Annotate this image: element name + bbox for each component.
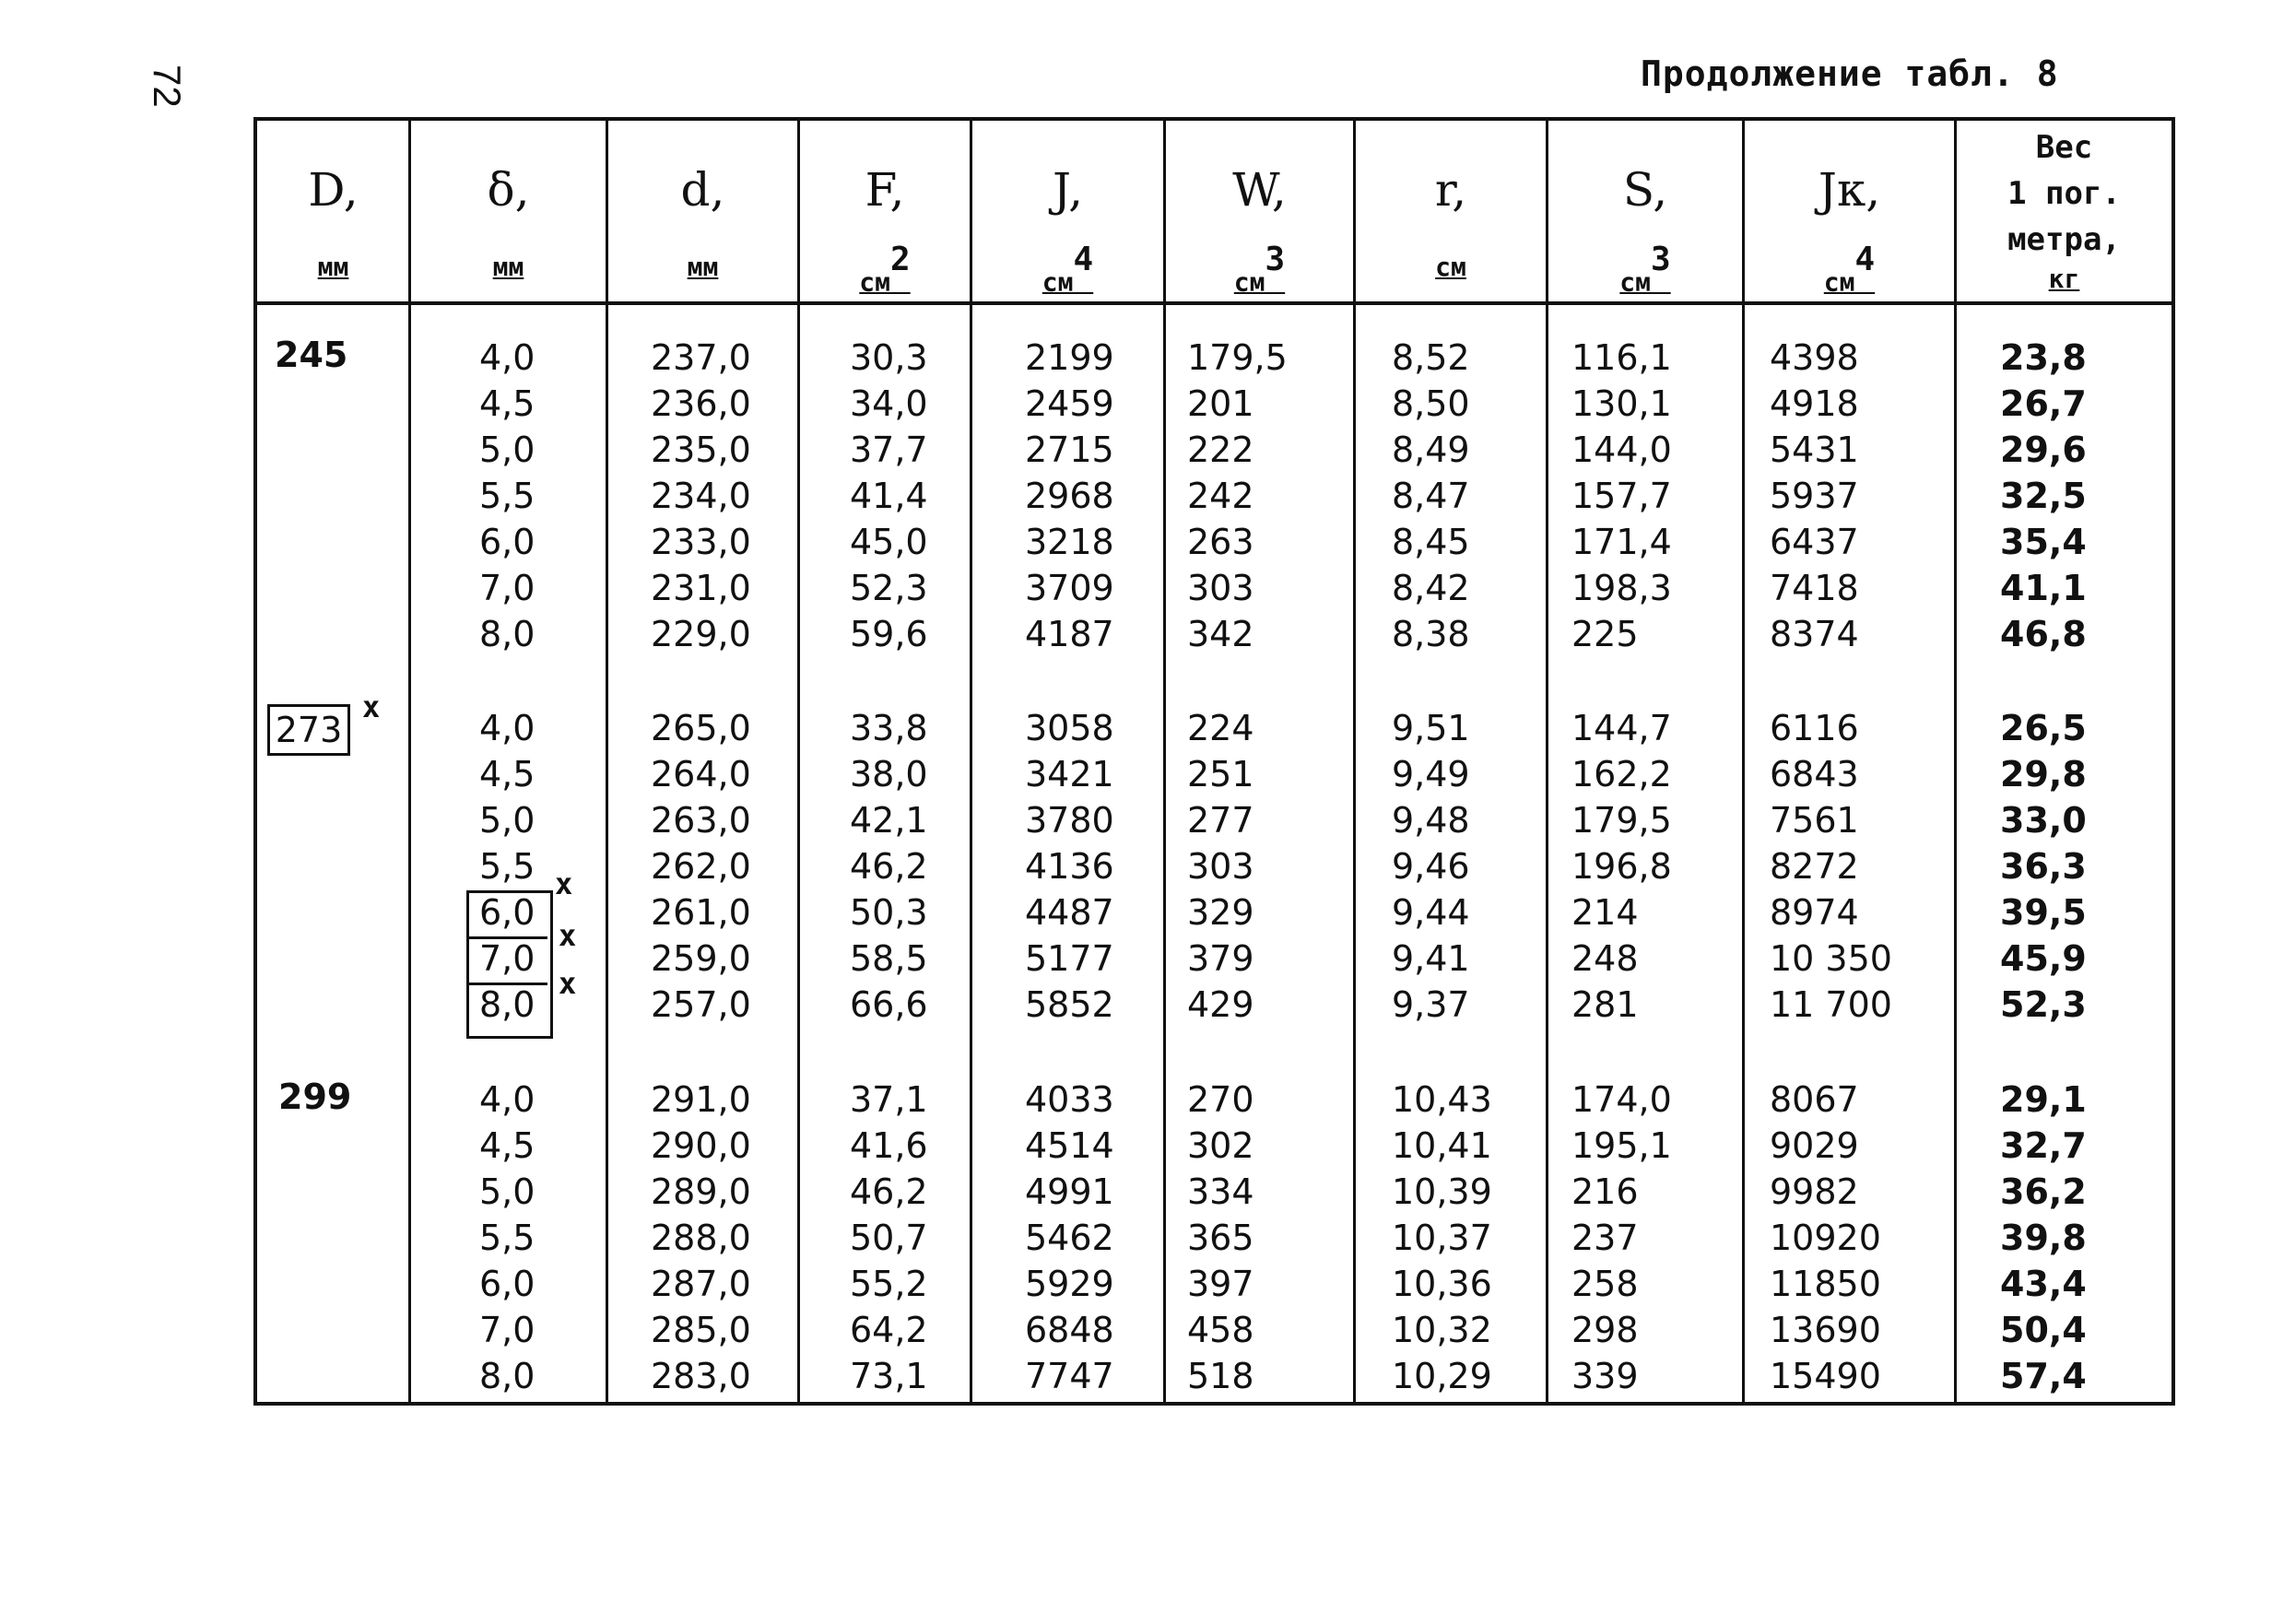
J-cell: 3780 [1025,800,1114,841]
d-cell: 234,0 [651,476,751,516]
J-cell: 4187 [1025,614,1114,654]
r-cell: 10,32 [1392,1310,1492,1350]
d-cell: 290,0 [651,1125,751,1166]
Jk-cell: 15490 [1770,1356,1881,1396]
col-separator [797,117,800,1406]
S-cell: 196,8 [1571,846,1672,887]
Jk-cell: 10 350 [1770,938,1892,979]
S-cell: 174,0 [1571,1079,1672,1120]
col-separator [1546,117,1548,1406]
header-unit: мм [492,252,524,282]
delta-cell: 5,5 [479,846,536,887]
W-cell: 458 [1187,1310,1254,1350]
header-d [608,124,797,300]
delta-mark: x [555,866,573,901]
r-cell: 10,36 [1392,1264,1492,1304]
J-cell: 2715 [1025,430,1114,470]
r-cell: 8,38 [1392,614,1470,654]
S-cell: 248 [1571,938,1639,979]
r-cell: 8,52 [1392,337,1470,378]
col-separator [1163,117,1166,1406]
r-cell: 10,29 [1392,1356,1492,1396]
Jk-cell: 4918 [1770,383,1859,424]
weight-cell: 26,7 [2000,383,2087,424]
col-separator [1353,117,1356,1406]
W-cell: 222 [1187,430,1254,470]
S-cell: 216 [1571,1171,1639,1212]
weight-cell: 41,1 [2000,568,2087,608]
delta-cell: 5,0 [479,430,536,470]
Jk-cell: 11850 [1770,1264,1881,1304]
F-cell: 34,0 [850,383,928,424]
header-symbol: D, [308,163,359,217]
J-cell: 6848 [1025,1310,1114,1350]
header-unit-power: 4 [1073,241,1094,278]
Jk-cell: 5937 [1770,476,1859,516]
delta-cell: 4,5 [479,754,536,794]
weight-cell: 46,8 [2000,614,2087,654]
W-cell: 263 [1187,522,1254,562]
W-cell: 342 [1187,614,1254,654]
S-cell: 298 [1571,1310,1639,1350]
Jk-cell: 6843 [1770,754,1859,794]
d-cell: 262,0 [651,846,751,887]
header-weight-line1: Вес [2035,129,2093,166]
header-weight-line3: метра, [2007,221,2121,258]
J-cell: 5177 [1025,938,1114,979]
W-cell: 429 [1187,984,1254,1025]
header-symbol: F, [865,163,905,217]
header-symbol: d, [680,163,725,217]
J-cell: 4514 [1025,1125,1114,1166]
W-cell: 251 [1187,754,1254,794]
F-cell: 59,6 [850,614,928,654]
weight-cell: 50,4 [2000,1310,2087,1350]
F-cell: 58,5 [850,938,928,979]
J-cell: 3218 [1025,522,1114,562]
d-cell: 233,0 [651,522,751,562]
page-number: 72 [146,65,189,108]
S-cell: 198,3 [1571,568,1672,608]
r-cell: 9,37 [1392,984,1470,1025]
Jk-cell: 8374 [1770,614,1859,654]
J-cell: 2459 [1025,383,1114,424]
col-separator [408,117,411,1406]
J-cell: 2968 [1025,476,1114,516]
S-cell: 214 [1571,892,1639,933]
Jk-cell: 11 700 [1770,984,1892,1025]
r-cell: 8,50 [1392,383,1470,424]
d-cell: 261,0 [651,892,751,933]
F-cell: 50,7 [850,1218,928,1258]
delta-cell: 7,0 [479,938,536,979]
header-symbol: J, [1052,163,1083,217]
d-cell: 231,0 [651,568,751,608]
F-cell: 73,1 [850,1356,928,1396]
weight-cell: 26,5 [2000,708,2087,748]
weight-cell: 29,6 [2000,430,2087,470]
W-cell: 277 [1187,800,1254,841]
header-S [1548,124,1742,300]
r-cell: 10,41 [1392,1125,1492,1166]
delta-cell: 7,0 [479,568,536,608]
J-cell: 4991 [1025,1171,1114,1212]
Jk-cell: 5431 [1770,430,1859,470]
Jk-cell: 8974 [1770,892,1859,933]
header-symbol: r, [1434,163,1467,217]
Jk-cell: 13690 [1770,1310,1881,1350]
S-cell: 281 [1571,984,1639,1025]
delta-cell: 4,0 [479,337,536,378]
D-value-273: 273 [267,704,350,756]
d-cell: 265,0 [651,708,751,748]
J-cell: 3709 [1025,568,1114,608]
d-cell: 263,0 [651,800,751,841]
J-cell: 4487 [1025,892,1114,933]
W-cell: 224 [1187,708,1254,748]
delta-cell: 8,0 [479,614,536,654]
Jk-cell: 8067 [1770,1079,1859,1120]
header-J [972,124,1163,300]
J-cell: 3421 [1025,754,1114,794]
delta-cell: 6,0 [479,1264,536,1304]
delta-cell: 4,0 [479,1079,536,1120]
F-cell: 42,1 [850,800,928,841]
weight-cell: 36,2 [2000,1171,2087,1212]
F-cell: 50,3 [850,892,928,933]
d-cell: 237,0 [651,337,751,378]
header-unit: см [1619,266,1652,298]
S-cell: 179,5 [1571,800,1672,841]
header-unit: мм [687,252,719,282]
S-cell: 130,1 [1571,383,1672,424]
weight-cell: 33,0 [2000,800,2087,841]
header-D [258,124,408,300]
F-cell: 45,0 [850,522,928,562]
delta-cell: 5,0 [479,1171,536,1212]
r-cell: 9,44 [1392,892,1470,933]
F-cell: 33,8 [850,708,928,748]
r-cell: 9,41 [1392,938,1470,979]
Jk-cell: 7561 [1770,800,1859,841]
Jk-cell: 8272 [1770,846,1859,887]
d-cell: 285,0 [651,1310,751,1350]
W-cell: 379 [1187,938,1254,979]
J-cell: 5852 [1025,984,1114,1025]
delta-cell: 6,0 [479,522,536,562]
header-unit-power: 4 [1854,241,1876,278]
weight-cell: 45,9 [2000,938,2087,979]
F-cell: 52,3 [850,568,928,608]
r-cell: 9,49 [1392,754,1470,794]
F-cell: 55,2 [850,1264,928,1304]
D-value-245: 245 [275,335,348,375]
F-cell: 41,4 [850,476,928,516]
W-cell: 242 [1187,476,1254,516]
W-cell: 201 [1187,383,1254,424]
W-cell: 303 [1187,568,1254,608]
W-cell: 397 [1187,1264,1254,1304]
Jk-cell: 6437 [1770,522,1859,562]
delta-cell: 8,0 [479,1356,536,1396]
W-cell: 329 [1187,892,1254,933]
delta-cell: 4,5 [479,383,536,424]
delta-cell: 7,0 [479,1310,536,1350]
delta-cell: 6,0 [479,892,536,933]
weight-cell: 52,3 [2000,984,2087,1025]
header-unit: см [859,266,891,298]
delta-cell: 4,0 [479,708,536,748]
r-cell: 10,37 [1392,1218,1492,1258]
r-cell: 8,45 [1392,522,1470,562]
delta-cell: 4,5 [479,1125,536,1166]
weight-cell: 29,1 [2000,1079,2087,1120]
d-cell: 229,0 [651,614,751,654]
d-cell: 235,0 [651,430,751,470]
header-unit-power: 2 [890,241,911,278]
header-unit-power: 3 [1651,241,1671,278]
delta-cell: 8,0 [479,984,536,1025]
weight-cell: 43,4 [2000,1264,2087,1304]
d-cell: 264,0 [651,754,751,794]
table-caption: Продолжение табл. 8 [1641,53,2059,94]
weight-cell: 23,8 [2000,337,2087,378]
J-cell: 2199 [1025,337,1114,378]
S-cell: 195,1 [1571,1125,1672,1166]
J-cell: 3058 [1025,708,1114,748]
S-cell: 116,1 [1571,337,1672,378]
header-weight [1957,124,2171,300]
weight-cell: 32,5 [2000,476,2087,516]
header-unit: см [1233,266,1265,298]
header-unit: кг [2048,264,2080,294]
delta-cell: 5,5 [479,1218,536,1258]
header-unit: см [1823,266,1855,298]
F-cell: 46,2 [850,1171,928,1212]
delta-cell: 5,0 [479,800,536,841]
r-cell: 8,49 [1392,430,1470,470]
S-cell: 162,2 [1571,754,1672,794]
delta-mark: x [559,966,577,1001]
Jk-cell: 9982 [1770,1171,1859,1212]
Jk-cell: 4398 [1770,337,1859,378]
S-cell: 144,7 [1571,708,1672,748]
S-cell: 258 [1571,1264,1639,1304]
header-unit: см [1042,266,1074,298]
weight-cell: 57,4 [2000,1356,2087,1396]
weight-cell: 29,8 [2000,754,2087,794]
d-cell: 283,0 [651,1356,751,1396]
header-r [1356,124,1546,300]
S-cell: 144,0 [1571,430,1672,470]
S-cell: 157,7 [1571,476,1672,516]
header-unit: см [1435,252,1466,282]
W-cell: 270 [1187,1079,1254,1120]
delta-mark: x [559,918,577,953]
Jk-cell: 10920 [1770,1218,1881,1258]
W-cell: 179,5 [1187,337,1288,378]
D-value-299: 299 [278,1077,352,1117]
J-cell: 7747 [1025,1356,1114,1396]
header-Jk [1745,124,1954,300]
weight-cell: 36,3 [2000,846,2087,887]
col-separator [970,117,972,1406]
W-cell: 518 [1187,1356,1254,1396]
D-mark: x [362,689,381,724]
col-separator [1742,117,1745,1406]
F-cell: 66,6 [850,984,928,1025]
d-cell: 259,0 [651,938,751,979]
r-cell: 10,43 [1392,1079,1492,1120]
d-cell: 287,0 [651,1264,751,1304]
header-symbol: δ, [487,163,530,217]
d-cell: 291,0 [651,1079,751,1120]
r-cell: 10,39 [1392,1171,1492,1212]
header-unit-power: 3 [1265,241,1286,278]
J-cell: 4033 [1025,1079,1114,1120]
F-cell: 38,0 [850,754,928,794]
weight-cell: 35,4 [2000,522,2087,562]
header-divider [253,301,2175,305]
col-separator [606,117,608,1406]
header-symbol: S, [1622,163,1668,217]
F-cell: 64,2 [850,1310,928,1350]
header-W [1166,124,1353,300]
W-cell: 302 [1187,1125,1254,1166]
W-cell: 334 [1187,1171,1254,1212]
r-cell: 9,46 [1392,846,1470,887]
d-cell: 289,0 [651,1171,751,1212]
F-cell: 30,3 [850,337,928,378]
W-cell: 303 [1187,846,1254,887]
weight-cell: 39,8 [2000,1218,2087,1258]
J-cell: 5929 [1025,1264,1114,1304]
header-F [800,124,970,300]
header-delta [411,124,606,300]
r-cell: 8,42 [1392,568,1470,608]
F-cell: 37,7 [850,430,928,470]
J-cell: 4136 [1025,846,1114,887]
r-cell: 9,51 [1392,708,1470,748]
header-symbol: Jк, [1818,163,1881,217]
Jk-cell: 9029 [1770,1125,1859,1166]
F-cell: 37,1 [850,1079,928,1120]
d-cell: 257,0 [651,984,751,1025]
weight-cell: 39,5 [2000,892,2087,933]
S-cell: 225 [1571,614,1639,654]
S-cell: 237 [1571,1218,1639,1258]
S-cell: 339 [1571,1356,1639,1396]
delta-cell: 5,5 [479,476,536,516]
header-symbol: W, [1232,163,1287,217]
J-cell: 5462 [1025,1218,1114,1258]
d-cell: 236,0 [651,383,751,424]
r-cell: 9,48 [1392,800,1470,841]
S-cell: 171,4 [1571,522,1672,562]
F-cell: 46,2 [850,846,928,887]
W-cell: 365 [1187,1218,1254,1258]
F-cell: 41,6 [850,1125,928,1166]
Jk-cell: 6116 [1770,708,1859,748]
r-cell: 8,47 [1392,476,1470,516]
col-separator [1954,117,1957,1406]
weight-cell: 32,7 [2000,1125,2087,1166]
header-weight-line2: 1 пог. [2007,175,2121,212]
d-cell: 288,0 [651,1218,751,1258]
header-unit: мм [317,252,349,282]
Jk-cell: 7418 [1770,568,1859,608]
